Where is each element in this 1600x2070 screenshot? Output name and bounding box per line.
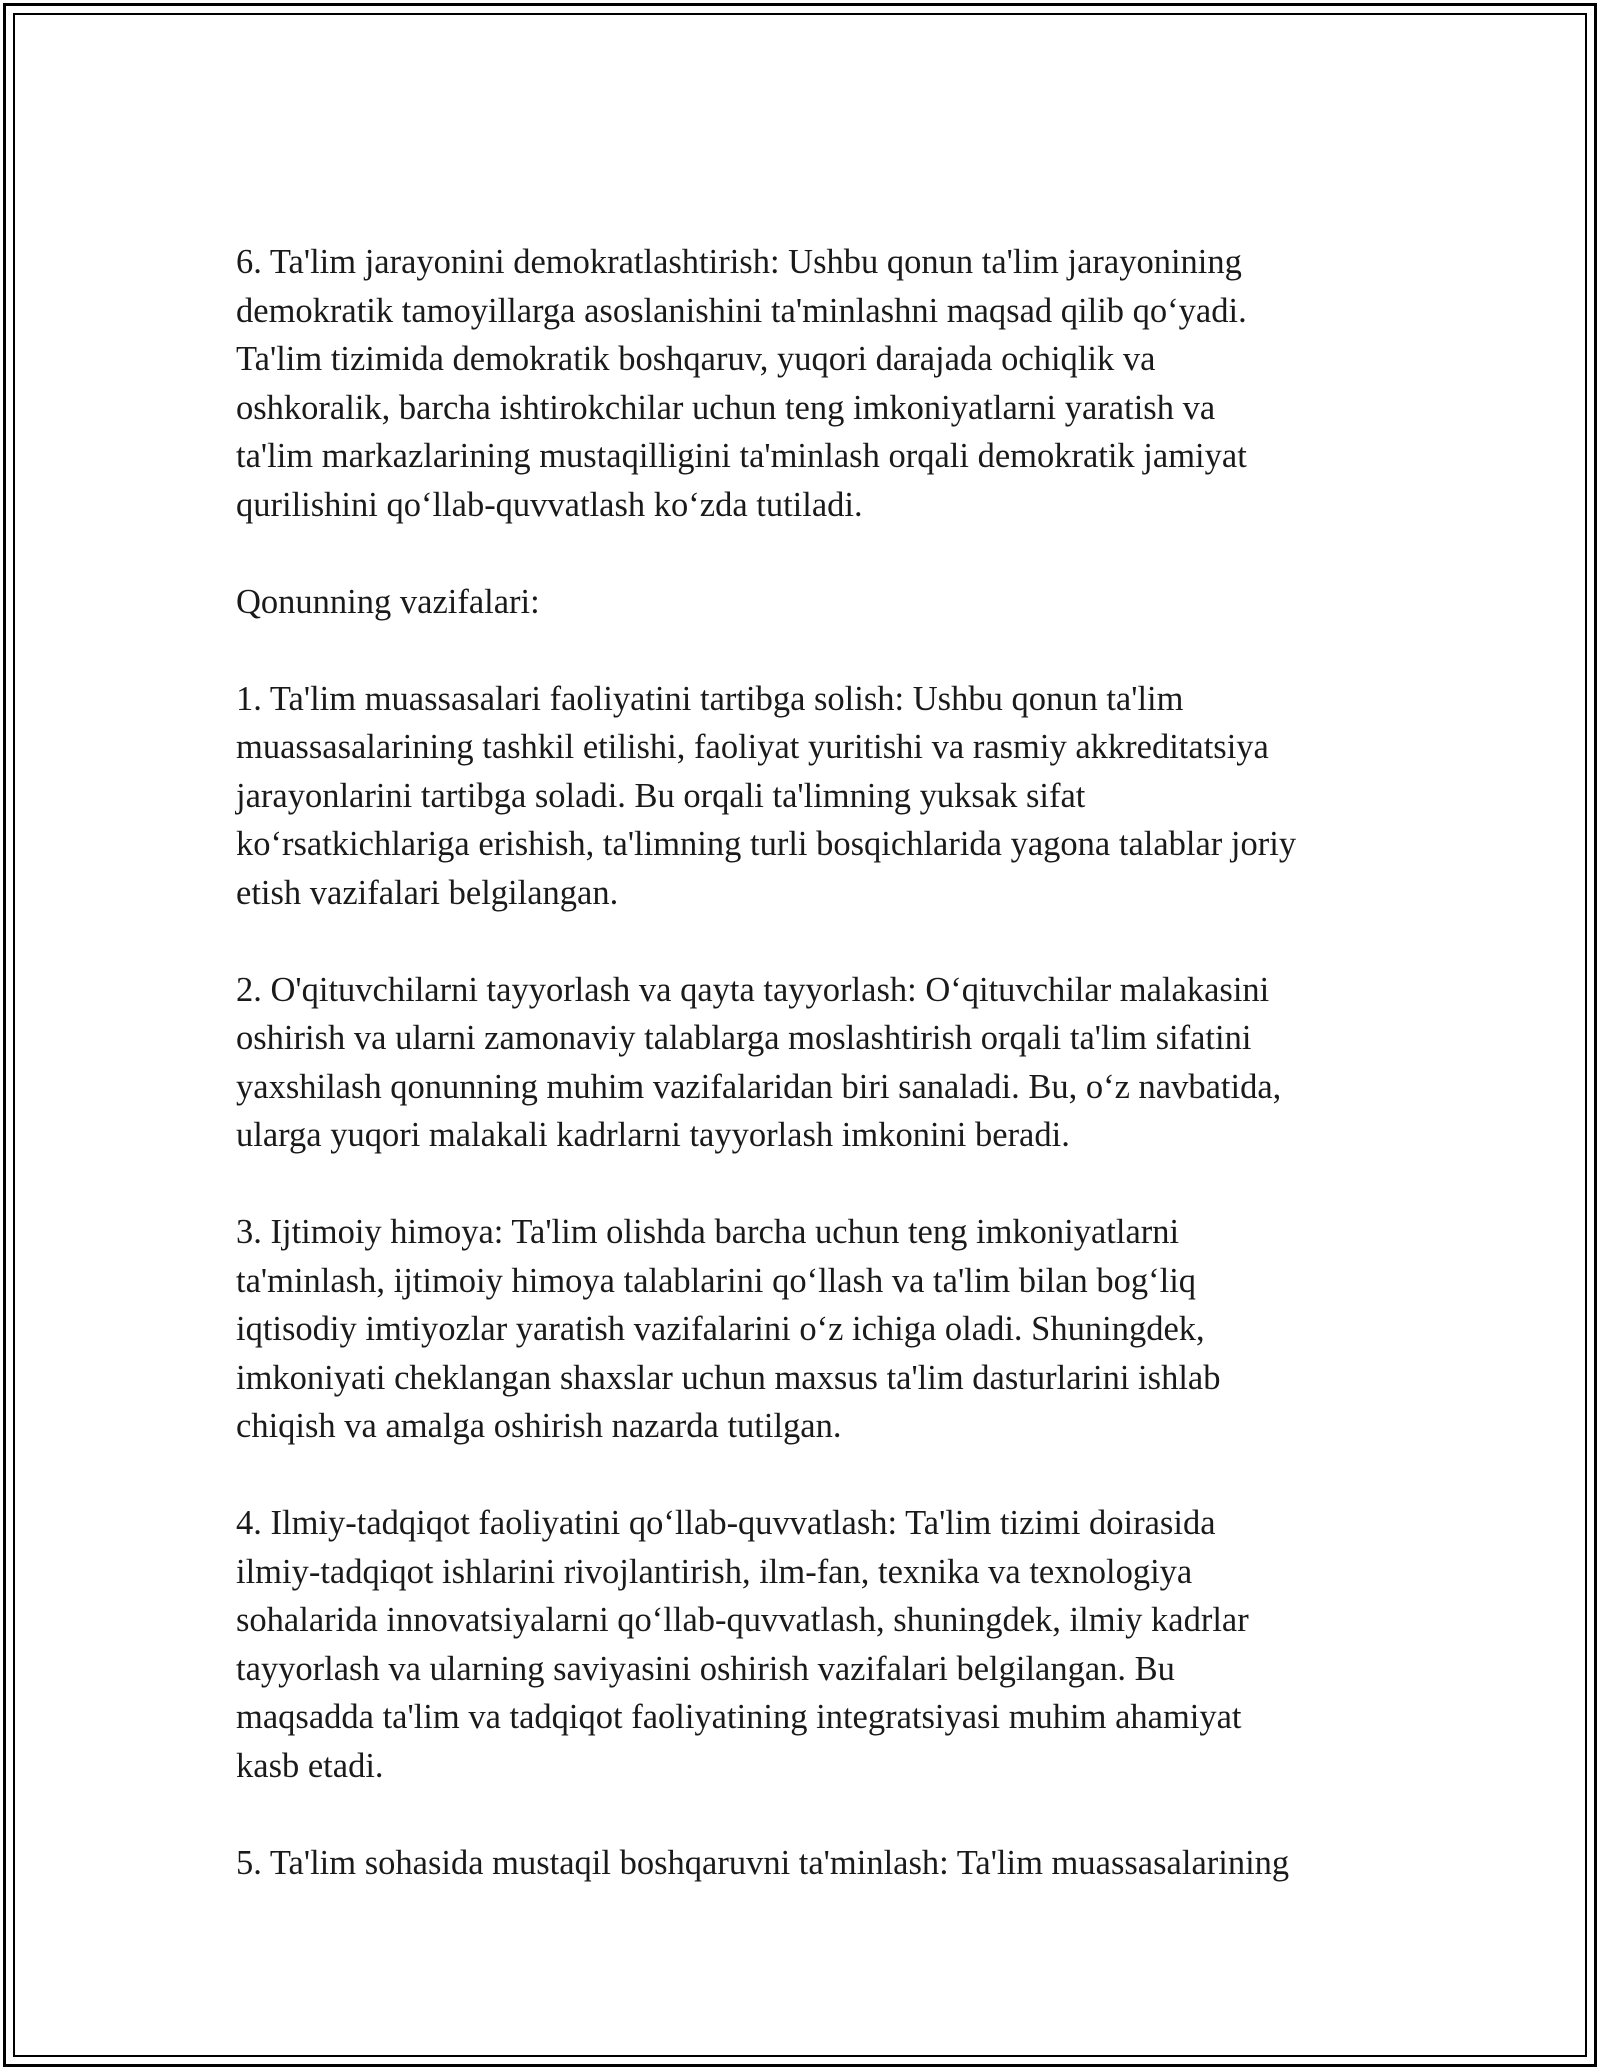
text-line: oshirish va ularni zamonaviy talablarga moslashtirish orqali ta'lim sifatini (236, 1019, 1252, 1057)
text-line: oshkoralik, barcha ishtirokchilar uchun teng imkoniyatlarni yaratish va (236, 388, 1216, 427)
text-line: tayyorlash va ularning saviyasini oshirish vazifalari belgilangan. Bu (236, 1649, 1175, 1688)
text-line: ta'minlash, ijtimoiy himoya talablarini qo‘llash va ta'lim bilan bog‘liq (236, 1261, 1197, 1300)
text-line: maqsadda ta'lim va tadqiqot faoliyatining integratsiyasi muhim ahamiyat (236, 1698, 1242, 1736)
paragraph-2-teachers (236, 966, 1386, 1160)
text-line: demokratik tamoyillarga asoslanishini ta'minlashni maqsad qilib qo‘yadi. (236, 291, 1247, 330)
text-line: etish vazifalari belgilangan. (236, 873, 619, 912)
text-line: iqtisodiy imtiyozlar yaratish vazifalarini o‘z ichiga oladi. Shuningdek, (236, 1310, 1205, 1348)
text-line: imkoniyati cheklangan shaxslar uchun maxsus ta'lim dasturlarini ishlab (236, 1358, 1221, 1397)
text-line: 2. O'qituvchilarni tayyorlash va qayta tayyorlash: O‘qituvchilar malakasini (236, 970, 1270, 1009)
text-line: ko‘rsatkichlariga erishish, ta'limning turli bosqichlarida yagona talablar joriy (236, 825, 1297, 863)
text-line: 4. Ilmiy-tadqiqot faoliyatini qo‘llab-quvvatlash: Ta'lim tizimi doirasida (236, 1504, 1216, 1542)
text-line: sohalarida innovatsiyalarni qo‘llab-quvvatlash, shuningdek, ilmiy kadrlar (236, 1601, 1249, 1639)
text-line: ularga yuqori malakali kadrlarni tayyorlash imkonini beradi. (236, 1116, 1070, 1154)
text-line: muassasalarining tashkil etilishi, faoliyat yuritishi va rasmiy akkreditatsiya (236, 728, 1269, 766)
text-line: Qonunning vazifalari: (236, 582, 540, 621)
text-line: kasb etadi. (236, 1746, 384, 1785)
text-line: qurilishini qo‘llab-quvvatlash ko‘zda tutiladi. (236, 485, 863, 524)
text-line: yaxshilash qonunning muhim vazifalaridan biri sanaladi. Bu, o‘z navbatida, (236, 1067, 1282, 1106)
paragraph-6-democratization (236, 238, 1386, 529)
paragraph-3-social-protection (236, 1208, 1386, 1451)
text-line: 5. Ta'lim sohasida mustaqil boshqaruvni ta'minlash: Ta'lim muassasalarining (236, 1843, 1290, 1882)
text-line: ta'lim markazlarining mustaqilligini ta'minlash orqali demokratik jamiyat (236, 437, 1247, 475)
text-line: ilmiy-tadqiqot ishlarini rivojlantirish, ilm-fan, texnika va texnologiya (236, 1552, 1193, 1591)
text-line: 1. Ta'lim muassasalari faoliyatini tartibga solish: Ushbu qonun ta'lim (236, 679, 1184, 718)
text-line: chiqish va amalga oshirish nazarda tutilgan. (236, 1407, 842, 1445)
text-line: Ta'lim tizimida demokratik boshqaruv, yuqori darajada ochiqlik va (236, 340, 1156, 378)
text-line: 3. Ijtimoiy himoya: Ta'lim olishda barcha uchun teng imkoniyatlarni (236, 1213, 1180, 1251)
paragraph-4-research (236, 1499, 1386, 1790)
text-line: jarayonlarini tartibga soladi. Bu orqali ta'limning yuksak sifat (236, 776, 1086, 815)
paragraph-5-self-governance (236, 1839, 1386, 1888)
text-line: 6. Ta'lim jarayonini demokratlashtirish: Ushbu qonun ta'lim jarayonining (236, 243, 1242, 281)
section-heading-tasks (236, 578, 1386, 627)
paragraph-1-institutions (236, 675, 1386, 918)
document-body (236, 238, 1386, 1936)
